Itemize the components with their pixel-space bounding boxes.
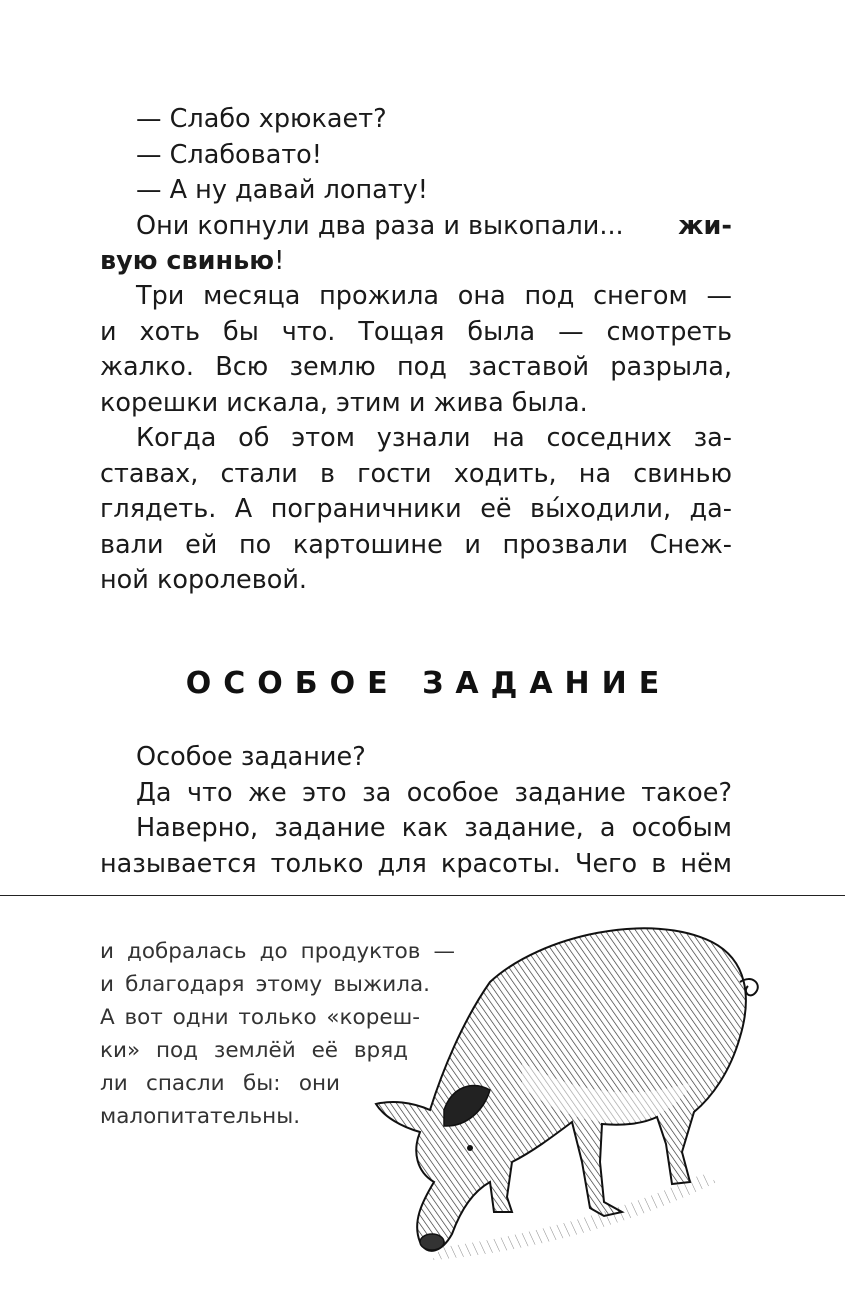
text-line: Особое задание? [136, 742, 366, 772]
bold-fragment: вую свинью [100, 246, 275, 276]
text-line: называется только для красоты. Чего в нём [100, 849, 732, 879]
footnote-line: и благодаря этому выжила. [100, 972, 430, 997]
text-line: Наверно, задание как задание, а особым [136, 813, 732, 843]
text-line [136, 208, 732, 244]
text-line: и хоть бы что. Тощая была — смотреть [100, 317, 732, 347]
text-line: — Слабовато! [136, 140, 322, 170]
text-line: корешки искала, этим и жива была. [100, 388, 588, 418]
text-line: глядеть. А пограничники её вы́ходили, да- [100, 494, 732, 524]
text-line [100, 243, 732, 279]
section-title: ОСОБОЕ ЗАДАНИЕ [185, 666, 672, 701]
bold-fragment: жи- [678, 211, 732, 241]
footnote-line: и добралась до продуктов — [100, 939, 455, 964]
text-fragment: Они копнули два раза и выкопали... [136, 211, 624, 241]
footnote-line: ки» под землёй её вряд [100, 1038, 408, 1063]
text-line: ной королевой. [100, 565, 308, 595]
text-line: Когда об этом узнали на соседних за- [136, 423, 732, 453]
text-line: жалко. Всю землю под заставой разрыла, [100, 352, 732, 382]
text-line: ставах, стали в гости ходить, на свинью [100, 459, 732, 489]
text-fragment: ! [274, 246, 285, 276]
text-line: — А ну давай лопату! [136, 175, 428, 205]
pig-illustration [372, 912, 764, 1264]
footnote-line: малопитательны. [100, 1104, 301, 1129]
footnote-line: А вот одни только «кореш- [100, 1005, 420, 1030]
text-line: вали ей по картошине и прозвали Снеж- [100, 530, 732, 560]
footnote-line: ли спасли бы: они [100, 1071, 340, 1096]
footnote-divider [0, 895, 845, 896]
text-line: — Слабо хрюкает? [136, 104, 387, 134]
text-line: Три месяца прожила она под снегом — [136, 281, 732, 311]
text-line: Да что же это за особое задание такое? [136, 778, 732, 808]
